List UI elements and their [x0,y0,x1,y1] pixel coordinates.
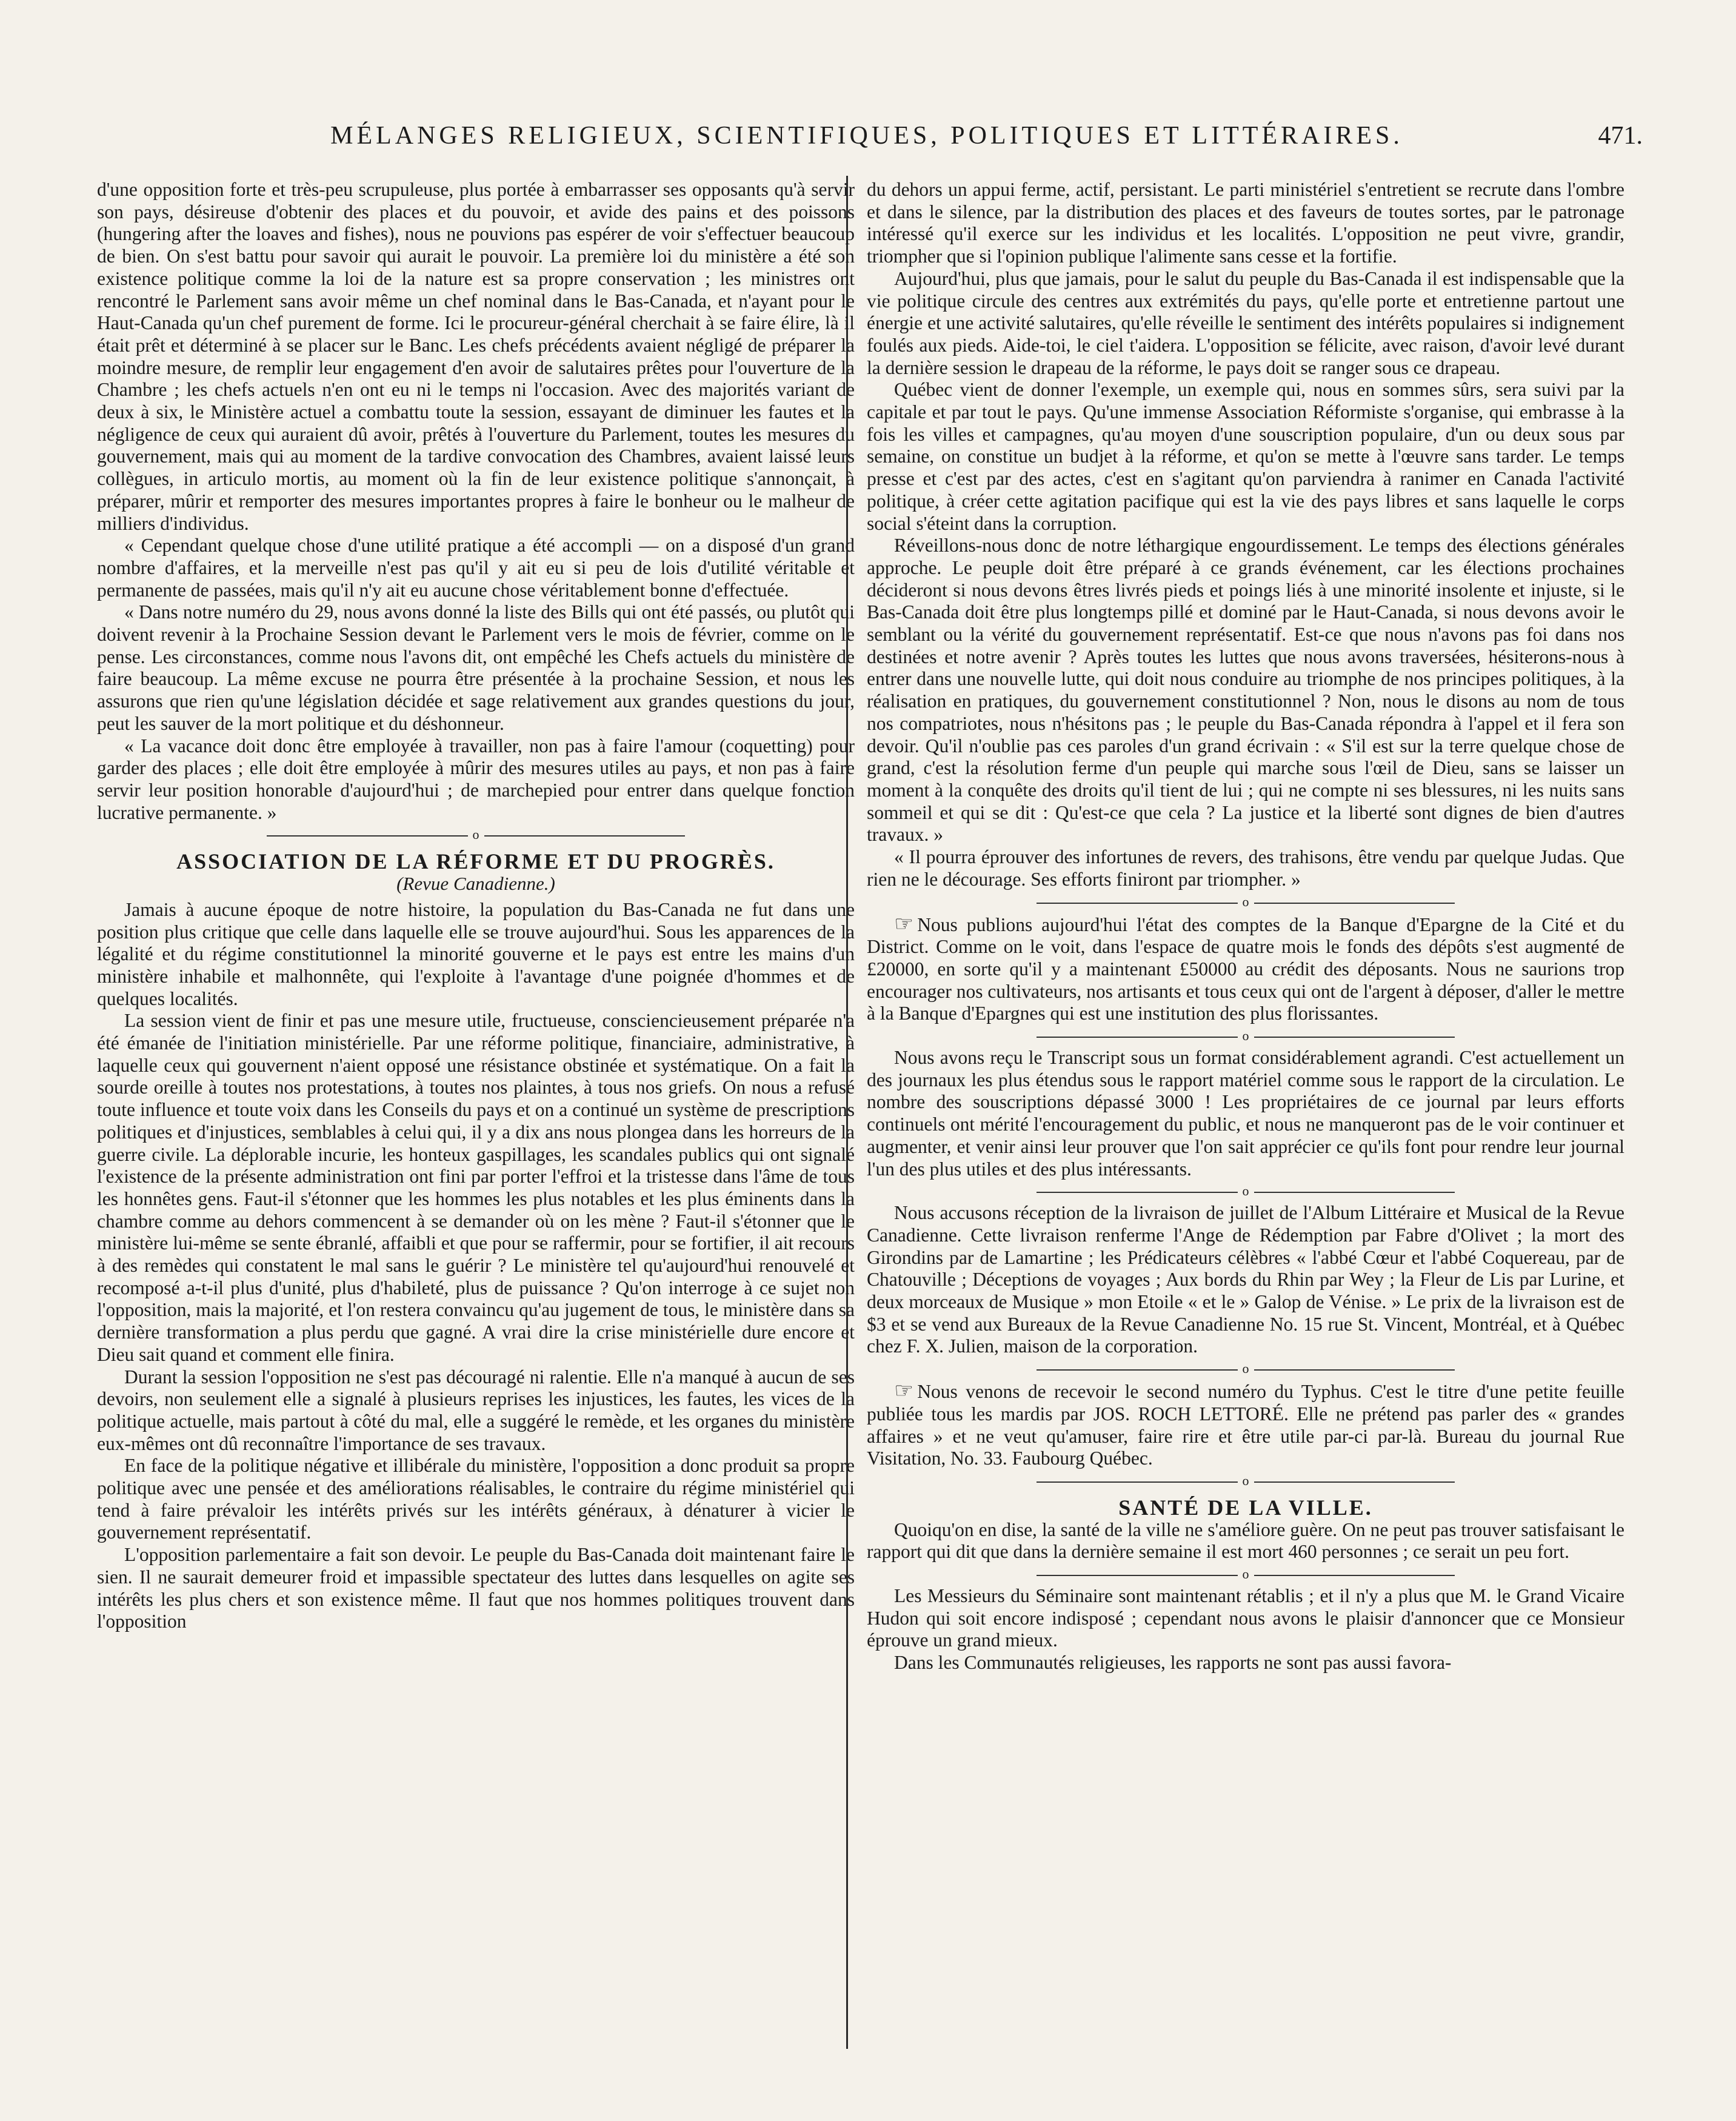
section-title: SANTÉ DE LA VILLE. [1118,1495,1373,1520]
paragraph: « Dans notre numéro du 29, nous avons donné la liste des Bills qui ont été passés, ou plutôt qui doivent revenir à la Prochaine Session devant le Parlement vers le mois de février, comme on le pense. Les circonstances, comme nous l'avons dit, ont empêché les Chefs actuels du ministère de faire beaucoup. La même excuse ne pourra être présentée à la prochaine Session, et nous les assurons que rien qu'une législation décidée et sage relativement aux grandes questions du jour, peut les sauver de la mort politique et du déshonneur. [97,601,855,734]
paragraph: L'opposition parlementaire a fait son devoir. Le peuple du Bas-Canada doit maintenant faire le sien. Il ne saurait demeurer froid et impassible spectateur des luttes dans lesquelles on agite ses intérêts les plus chers et son existence même. Il faut que nos hommes politiques trouvent dans l'opposition [97,1544,855,1632]
section-divider: o [867,1470,1624,1492]
section-source: (Revue Canadienne.) [396,873,555,895]
paragraph: Nous avons reçu le Transcript sous un format considérablement agrandi. C'est actuellement un des journaux les plus étendus sous le rapport matériel comme sous le rapport de la circulation. Le nombre des souscriptions dépassé 3000 ! Les propriétaires de ce journal par leurs efforts continuels ont mérité l'encouragement du public, et nous ne manqueront pas de le voir continuer et augmenter, et venir ainsi leur prouver que l'on sait apprécier ce qu'ils font pour rendre leur journal l'un des plus utiles et des plus intéressants. [867,1047,1624,1180]
paragraph: Réveillons-nous donc de notre léthargique engourdissement. Le temps des élections générales approche. Le peuple doit être préparé à ce grands événement, car les élections prochaines décideront si nous devons êtres livrés pieds et poings liés à une minorité insolente et injuste, si le Bas-Canada doit être plus longtemps pillé et dominé par le Haut-Canada, si nous devons avoir le semblant ou la vérité du gouvernement représentatif. Est-ce que nous n'avons pas foi dans nos destinées et notre avenir ? Après toutes les luttes que nous avons traversées, hésiterons-nous à entrer dans une nouvelle lutte, qui doit nous conduire au triomphe de nos principes politiques, à la réalisation en pratiques, du gouvernement constitutionnel ? Non, nous le disons au nom de tous nos compatriotes, nous n'hésitons pas ; le peuple du Bas-Canada répondra à l'appel et il fera son devoir. Qu'il n'oublie pas ces paroles d'un grand écrivain : « S'il est sur la terre quelque chose de grand, c'est la résolution ferme d'un peuple qui marche sous l'œil de Dieu, sans se laisser un moment à la conquête des droits qu'il tient de lui ; qui ne compte ni ses blessures, ni les nuits sans sommeil et qui se dit : Qu'est-ce que cela ? La justice et la liberté sont dignes de bien d'autres travaux. » [867,535,1624,846]
paragraph: La session vient de finir et pas une mesure utile, fructueuse, consciencieusement préparée n'a été émanée de l'initiation ministérielle. Par une réforme politique, financiaire, administrative, à laquelle ceux qui gouvernent n'aient opposé une résistance obstinée et systématique. On a fait la sourde oreille à toutes nos protestations, à toutes nos plaintes, à tous nos griefs. On nous a refusé toute influence et toute voix dans les Conseils du pays et on a continué un système de prescriptions politiques et d'injustices, semblables à celui qui, il y a dix ans nous plongea dans les horreurs de la guerre civile. La déplorable incurie, les honteux gaspillages, les scandales publics qui ont signalé l'existence de la présente administration ont fini par porter l'effroi et la tristesse dans l'âme de tous les honnêtes gens. Faut-il s'étonner que les hommes les plus notables et les plus éminents dans la chambre comme au dehors commencent à se demander où on les mène ? Faut-il s'étonner que le ministère lui-même se sente ébranlé, affaibli et que pour se raffermir, pour se fortifier, il ait recours à des remèdes qui constatent le mal sans le guérir ? Le ministère tel qu'aujourd'hui renouvelé et recomposé a-t-il plus d'unité, plus d'habileté, plus de puissance ? Qu'on interroge à ce sujet non l'opposition, mais la majorité, et l'on restera convaincu qu'au jugement de tous, le ministère dans sa dernière transformation a plus perdu que gagné. A vrai dire la crise ministérielle dure encore et Dieu sait quand et comment elle finira. [97,1010,855,1365]
right-column [867,179,1624,1674]
paragraph: En face de la politique négative et illibérale du ministère, l'opposition a donc produit sa propre politique avec une pensée et des améliorations réalisables, le contraire du régime ministériel qui tend à faire prévaloir les intérêts privés sur les intérêts généraux, à dénaturer à vicier le gouvernement représentatif. [97,1455,855,1543]
paragraph: « Cependant quelque chose d'une utilité pratique a été accompli — on a disposé d'un grand nombre d'affaires, et la merveille n'est pas qu'il y ait eu si peu de lois d'utilité véritable et permanente de passées, mais qu'il n'y ait eu aucune chose véritablement bonne d'effectuée. [97,535,855,601]
pointing-hand-icon: ☞ [894,911,914,936]
paragraph: d'une opposition forte et très-peu scrupuleuse, plus portée à embarrasser ses opposants qu'à servir son pays, désireuse d'obtenir des places et du pouvoir, et avide des pains et des poissons (hungering after the loaves and fishes), nous ne pouvions pas espérer de voir s'effectuer beaucoup de bien. On s'est battu pour savoir qui aurait le pouvoir. La première loi du ministère a été son existence politique comme la loi de la nature est sa propre conservation ; les ministres ont rencontré le Parlement sans avoir même un chef nominal dans le Bas-Canada, et n'ayant pour le Haut-Canada qu'un chef purement de forme. Ici le procureur-général cherchait à se faire élire, là il était prêt et déterminé à se placer sur le Banc. Les chefs précédents avaient négligé de préparer la moindre mesure, de remplir leur engagement d'en avoir de salutaires prêtes pour l'ouverture de la Chambre ; les chefs actuels n'en ont eu ni le temps ni l'occasion. Avec des majorités variant de deux à six, le Ministère actuel a combattu toute la session, essayant de diminuer les fautes et la négligence de ceux qui auraient dû avoir, prêtés à l'ouverture du Parlement, toutes les mesures du gouvernement, mais qui au moment de la tardive convocation des Chambres, avaient laissé leurs collègues, in articulo mortis, au moment où la fin de leur existence politique s'annonçait, à préparer, mûrir et remporter des mesures importantes propres à faire le bonheur ou le malheur de milliers d'individus. [97,179,855,534]
section-title: ASSOCIATION DE LA RÉFORME ET DU PROGRÈS. [176,849,775,874]
page-header [91,121,1643,158]
section-divider: o [97,824,855,846]
paragraph: Durant la session l'opposition ne s'est pas découragé ni ralentie. Elle n'a manqué à aucun de ses devoirs, non seulement elle a signalé à plusieurs reprises les injustices, les fautes, les vices de la politique actuelle, mais partout à côté du mal, elle a suggéré le remède, et les organes du ministère eux-mêmes ont dû reconnaître l'importance de ses travaux. [97,1366,855,1454]
paragraph: Nous accusons réception de la livraison de juillet de l'Album Littéraire et Musical de la Revue Canadienne. Cette livraison renferme l'Ange de Rédemption par Fabre d'Olivet ; la mort des Girondins par de Lamartine ; les Prédicateurs célèbres « l'abbé Cœur et l'abbé Coquereau, par de Chatouville ; Déceptions de voyages ; Aux bords du Rhin par Wey ; la Fleur de Lis par Lurine, et deux morceaux de Musique » mon Etoile « et le » Galop de Vénise. » Le prix de la livraison est de $3 et se vend aux Bureaux de la Revue Canadienne No. 15 rue St. Vincent, Montréal, et à Québec chez F. X. Julien, maison de la corporation. [867,1202,1624,1357]
left-column [97,179,855,1633]
section-divider: o [867,1180,1624,1202]
section-divider: o [867,1358,1624,1380]
paragraph: Les Messieurs du Séminaire sont maintenant rétablis ; et il n'y a plus que M. le Grand Vicaire Hudon qui soit encore indisposé ; cependant nous avons le plaisir d'annoncer que ce Monsieur éprouve un grand mieux. [867,1585,1624,1651]
section-divider: o [867,1563,1624,1585]
paragraph: Aujourd'hui, plus que jamais, pour le salut du peuple du Bas-Canada il est indispensable que la vie politique circule des centres aux extrémités du pays, qu'elle porte et entretienne partout une énergie et une activité salutaires, qu'elle réveille le sentiment des intérêts populaires si indignement foulés aux pieds. Aide-toi, le ciel t'aidera. L'opposition se félicite, avec raison, d'avoir levé durant la dernière session le drapeau de la réforme, le pays doit se ranger sous ce drapeau. [867,267,1624,378]
paragraph: Dans les Communautés religieuses, les rapports ne sont pas aussi favora- [894,1652,1452,1674]
page-number: 471. [1598,122,1643,150]
running-title: MÉLANGES RELIGIEUX, SCIENTIFIQUES, POLITIQUES ET LITTÉRAIRES. [330,122,1403,150]
paragraph: Québec vient de donner l'exemple, un exemple qui, nous en sommes sûrs, sera suivi par la capitale et par tout le pays. Qu'une immense Association Réformiste s'organise, qui embrasse à la fois les villes et campagnes, qu'au moyen d'une souscription populaire, d'un ou deux sous par semaine, on constitue un budjet à la réforme, et qu'on se mette à l'œuvre sans tarder. Le temps presse et c'est par des actes, c'est en s'agitant qu'on parviendra à ranimer en Canada l'activité politique, à créer cette agitation pacifique qui est la vie des pays libres et sans laquelle le corps social s'éteint dans la corruption. [867,379,1624,534]
notice-paragraph: ☞ Nous publions aujourd'hui l'état des comptes de la Banque d'Epargne de la Cité et du District. Comme on le voit, dans l'espace de quatre mois le fonds des dépôts s'est augmenté de £20000, en sorte qu'il y a maintenant £50000 au crédit des déposants. Nous ne saurions trop encourager nos cultivateurs, nos artisants et tous ceux qui ont de l'argent à déposer, d'aller le mettre à la Banque d'Epargnes qui est une institution des plus florissantes. [867,911,1624,1024]
section-divider: o [867,1025,1624,1047]
paragraph: Quoiqu'on en dise, la santé de la ville ne s'améliore guère. On ne peut pas trouver satisfaisant le rapport qui dit que dans la dernière semaine il est mort 460 personnes ; ce serait un peu fort. [867,1518,1624,1563]
paragraph: « La vacance doit donc être employée à travailler, non pas à faire l'amour (coquetting) pour garder des places ; elle doit être employée à mûrir des mesures utiles au pays, et non pas à faire servir leur position honorable d'aujourd'hui ; de marchepied pour entrer dans quelque fonction lucrative permanente. » [97,735,855,823]
paragraph: du dehors un appui ferme, actif, persistant. Le parti ministériel s'entretient se recrute dans l'ombre et dans le silence, par la distribution des places et des faveurs de toutes sortes, par le patronage intéressé qu'il exerce sur les individus et les localités. L'opposition ne peut vivre, grandir, triompher que si l'opinion publique l'alimente sans cesse et la fortifie. [867,179,1624,267]
notice-paragraph: ☞ Nous venons de recevoir le second numéro du Typhus. C'est le titre d'une petite feuille publiée tous les mardis par JOS. ROCH LETTORÉ. Elle ne prétend pas parler des « grandes affaires » et ne veut qu'amuser, faire rire et être utile par-ci par-là. Bureau du journal Rue Visitation, No. 33. Faubourg Québec. [867,1378,1624,1469]
paragraph: « Il pourra éprouver des infortunes de revers, des trahisons, être vendu par quelque Judas. Que rien ne le décourage. Ses efforts finiront par triompher. » [867,846,1624,890]
section-divider: o [867,891,1624,913]
paragraph: Jamais à aucune époque de notre histoire, la population du Bas-Canada ne fut dans une position plus critique que celle dans laquelle elle se trouve aujourd'hui. Sous les apparences de la légalité et du régime constitutionnel la minorité gouverne et le pays est entre les mains d'un ministère inhabile et malhonnête, qui l'exploite à l'avantage d'une poignée d'hommes et de quelques localités. [97,898,855,1009]
pointing-hand-icon: ☞ [894,1378,914,1403]
